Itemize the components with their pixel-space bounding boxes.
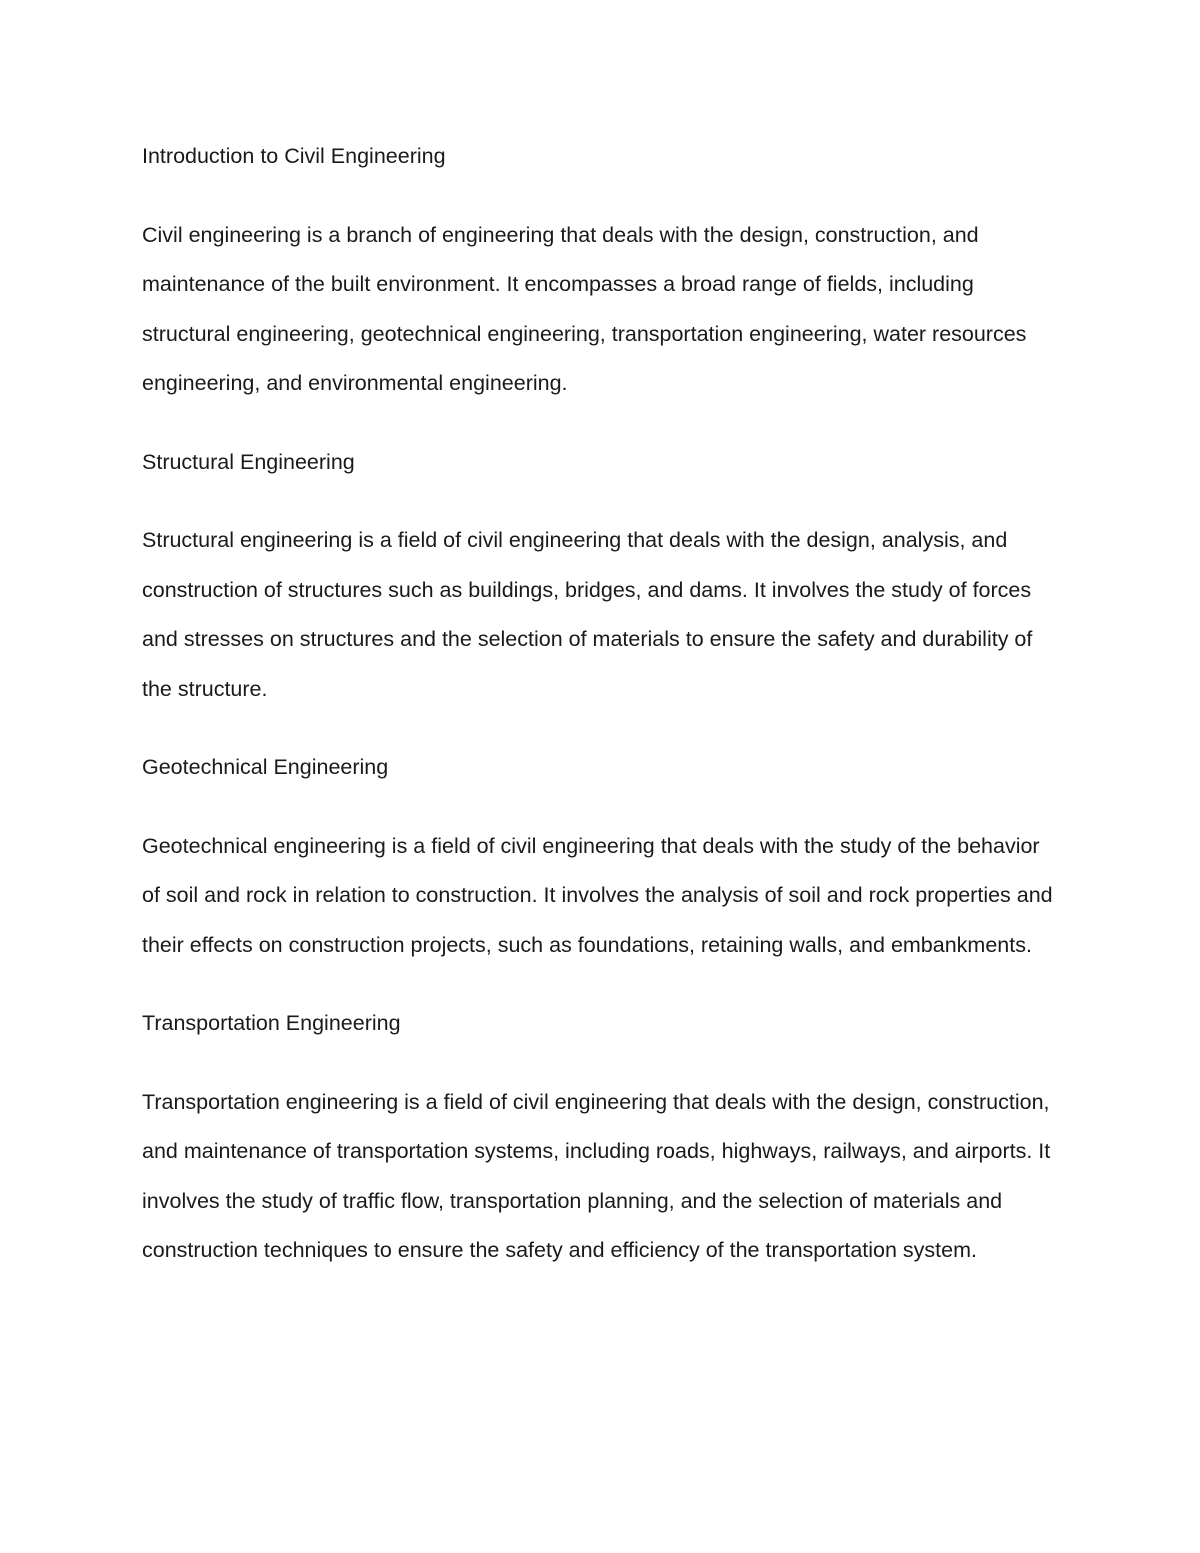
section-transportation (142, 999, 1060, 1276)
section-structural (142, 438, 1060, 715)
section-introduction (142, 132, 1060, 409)
section-heading: Introduction to Civil Engineering (142, 144, 446, 168)
section-paragraph: Structural engineering is a field of civil engineering that deals with the design, analysis, and construction of structures such as buildings, bridges, and dams. It involves the study of forces and stresses on structures and the selection of materials to ensure the safety and durability of the structure. (142, 528, 1033, 701)
section-paragraph: Geotechnical engineering is a field of civil engineering that deals with the study of the behavior of soil and rock in relation to construction. It involves the analysis of soil and rock properties and their effects on construction projects, such as foundations, retaining walls, and embankments. (142, 833, 1053, 957)
section-heading: Transportation Engineering (142, 1011, 401, 1035)
section-paragraph: Transportation engineering is a field of civil engineering that deals with the design, construction, and maintenance of transportation systems, including roads, highways, railways, and airports. It involves the study of traffic flow, transportation planning, and the selection of materials and construction techniques to ensure the safety and efficiency of the transportation system. (142, 1089, 1051, 1262)
section-geotechnical (142, 743, 1060, 970)
section-heading: Geotechnical Engineering (142, 755, 389, 779)
section-heading: Structural Engineering (142, 449, 355, 474)
section-paragraph: Civil engineering is a branch of engineering that deals with the design, construction, and maintenance of the built environment. It encompasses a broad range of fields, including structural engineering, geotechnical engineering, transportation engineering, water resources engineering, and environmental engineering. (142, 222, 1027, 395)
